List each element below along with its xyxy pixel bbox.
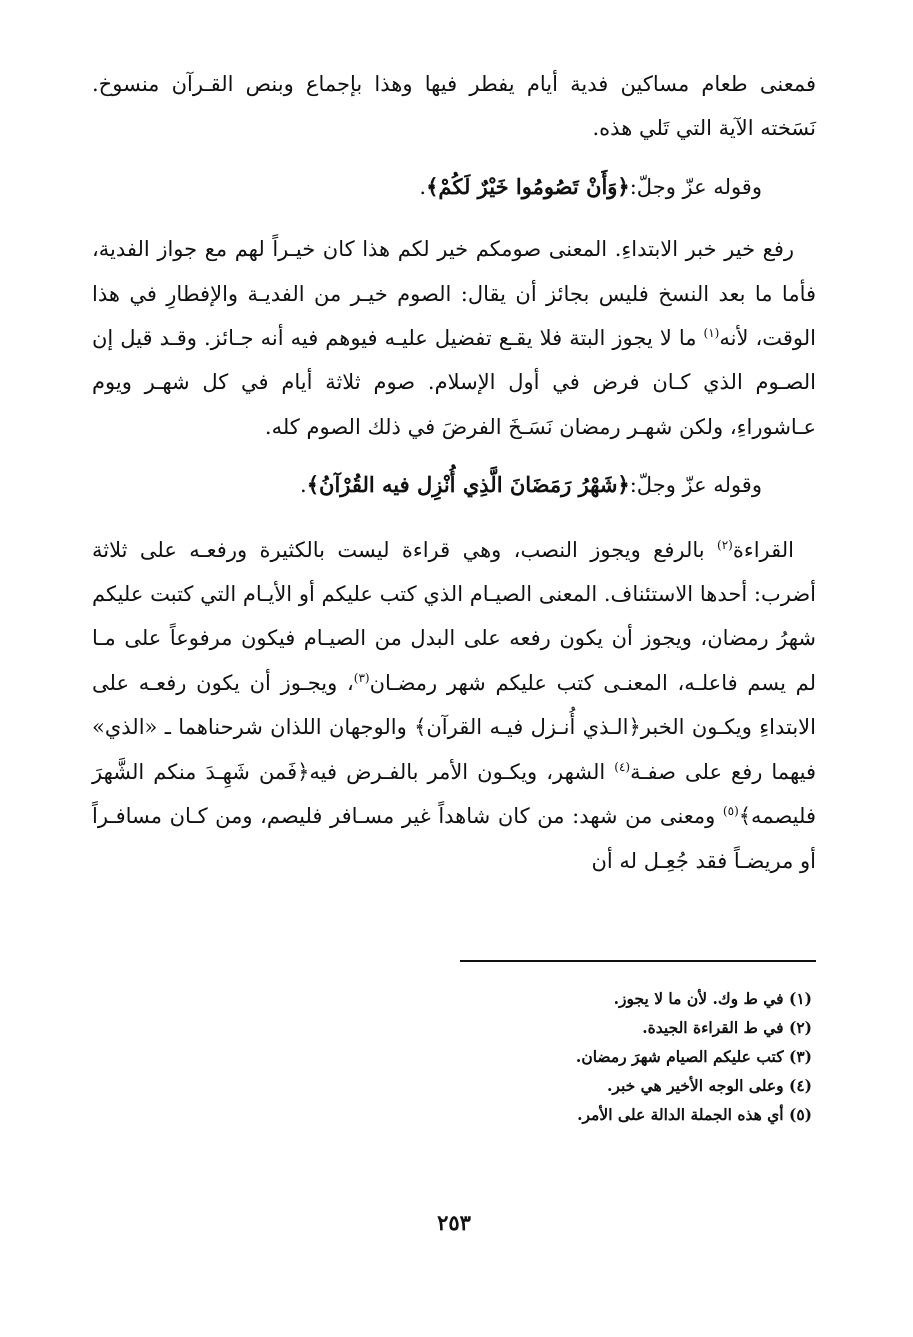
verse-2-end: . (300, 473, 307, 498)
footnote-ref-3: (٣) (353, 670, 370, 685)
footnote-3: (٣) كتب عليكم الصيام شهرَ رمضان. (575, 1047, 812, 1066)
footnote-1: (١) في ط وك. لأن ما لا يجوز. (613, 989, 812, 1008)
quran-verse-2: ﴿شَهْرُ رَمَضَانَ الَّذِي أُنْزِل فيه القُرْآنُ﴾ (306, 472, 630, 498)
verse-line-2 (92, 463, 816, 507)
footnote-ref-1: (١) (703, 326, 720, 341)
paragraph-2-text-b: ما لا يجوز البتة فلا يقـع تفضيل عليـه فيوهم فيه أنه جـائز. وقـد قيل إن الصـوم الذي كـان فرض في أول الإسلام. صوم ثلاثة أيام في كل شهـر ويوم عـاشوراءِ، ولكن شهـر رمضان نَسَـخَ الفرضَ في ذلك الصوم كله. (92, 326, 816, 439)
paragraph-3-text-a: القراءة (732, 537, 794, 562)
quran-verse-1: ﴿وَأَنْ تَصُومُوا خَيْرٌ لَكُمْ﴾ (426, 173, 630, 199)
page-number: ٢٥٣ (437, 1210, 471, 1235)
footnote-divider (460, 960, 816, 962)
paragraph-3-text-e: ومعنى من شهد: من كان شاهداً غير مسـافر فليصم، ومن كـان مسافـراً أو مريضـاً فقد جُعِـل له أن (92, 804, 816, 873)
paragraph-2 (92, 227, 816, 449)
footnote-2: (٢) في ط القراءة الجيدة. (642, 1018, 812, 1037)
footnote-4: (٤) وعلى الوجه الأخير هي خبر. (607, 1076, 812, 1095)
footnote-ref-5: (٥) (722, 804, 739, 819)
paragraph-2-text-a: رفع خير خبر الابتداءِ. المعنى صومكم خير لكم هذا كان خيـراً لهم مع جواز الفدية، فأما ما بعد النسخ فليس بجائز أن يقال: الصوم خيـر من الفديـة والإفطارِ في هذا الوقت، لأنه (92, 237, 817, 351)
paragraph-1 (92, 62, 816, 151)
main-text (92, 62, 816, 883)
verse-2-intro: وقوله عزّ وجلّ: (629, 473, 762, 498)
footnote-ref-2: (٢) (717, 537, 733, 552)
paragraph-3 (92, 528, 816, 883)
paragraph-3-text-d: الشهر، ويكـون الأمر بالفـرض فيه﴿فَمن شَهِـدَ منكم الشَّهرَ فليصمه﴾ (92, 759, 816, 829)
verse-1-end: . (419, 174, 427, 199)
paragraph-3-text-b: بالرفع ويجوز النصب، وهي قراءة ليست بالكثيرة ورفعـه على ثلاثة أضرب: أحدها الاستئناف. المعنى الصيـام الذي كتب عليكم أو الأيـام التي كتبت عليكم شهرُ رمضان، ويجوز أن يكون رفعه على البدل من الصيـام فيكون مرفوعاً على مـا لم يسم فاعلـه، المعنـى كتب عليكم شهر رمضـان (92, 537, 817, 695)
verse-1-intro: وقوله عزّ وجلّ: (629, 174, 762, 199)
paragraph-1-text: فمعنى طعام مساكين فدية أيام يفطر فيها وهذا بإجماع وبنص القـرآن منسوخ. نَسَخته الآية التي تَلي هذه. (92, 72, 816, 141)
footnotes (96, 984, 812, 1129)
footnote-5: (٥) أي هذه الجملة الدالة على الأمر. (577, 1105, 812, 1124)
verse-line-1 (92, 165, 816, 209)
book-page (92, 62, 816, 1292)
footnote-ref-4: (٤) (614, 759, 631, 774)
paragraph-3-text-c: ، ويجـوز أن يكون رفعـه على الابتداءِ ويكـون الخبر﴿الـذي أُنـزل فيـه القرآن﴾ والوجهان اللذان شرحناهما ـ «الذي» فيهما رفع على صفـة (92, 670, 817, 784)
